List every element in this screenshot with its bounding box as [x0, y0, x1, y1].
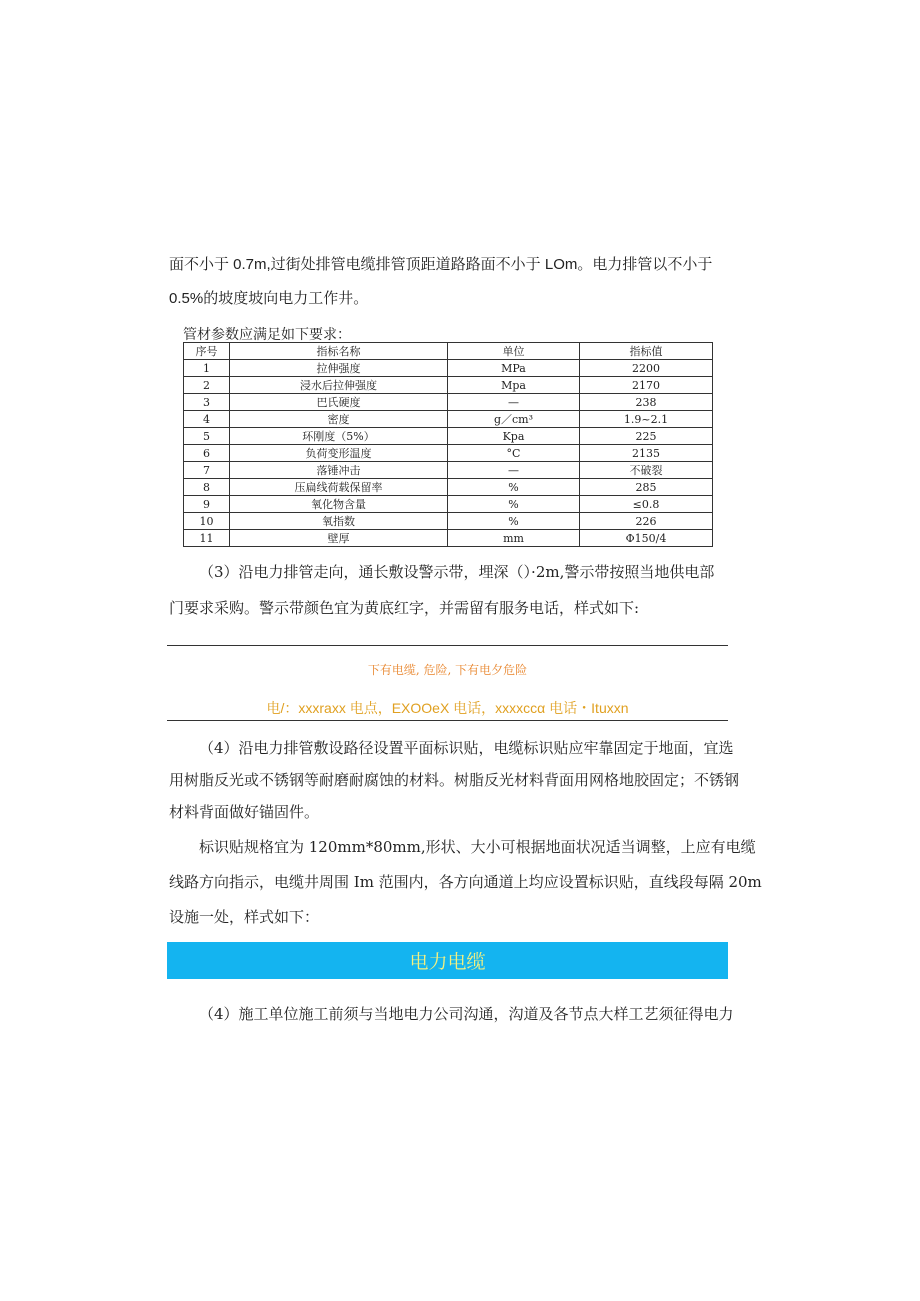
divider — [167, 645, 728, 646]
table-cell: % — [448, 496, 580, 513]
table-caption: 管材参数应满足如下要求： — [183, 327, 351, 343]
table-cell: 5 — [184, 428, 230, 445]
warning-tape-line-1: 下有电缆, 危险, 下有电夕危险 — [367, 663, 528, 677]
table-cell: 落锤冲击 — [230, 462, 448, 479]
table-cell: °C — [448, 445, 580, 462]
table-cell: 2200 — [580, 360, 713, 377]
table-row — [184, 411, 713, 428]
table-cell: — — [448, 394, 580, 411]
text-line: 门要求采购。警示带颜色宜为黄底红字，并需留有服务电话，样式如下: — [169, 599, 640, 617]
table-cell: 负荷变形温度 — [230, 445, 448, 462]
spec-table — [183, 342, 713, 547]
cable-marker-banner — [167, 942, 728, 979]
table-cell: 238 — [580, 394, 713, 411]
text-line: 用树脂反光或不锈钢等耐磨耐腐蚀的材料。树脂反光材料背面用网格地胶固定；不锈钢 — [169, 771, 740, 789]
table-row — [184, 428, 713, 445]
column-header: 单位 — [448, 343, 580, 360]
table-cell: 285 — [580, 479, 713, 496]
table-row — [184, 530, 713, 547]
text-line: （4）施工单位施工前须与当地电力公司沟通，沟道及各节点大样工艺须征得电力 — [199, 1005, 734, 1023]
table-cell: 环刚度（5%） — [230, 428, 448, 445]
table-cell: 1.9~2.1 — [580, 411, 713, 428]
text-line: （3）沿电力排管走向，通长敷设警示带，埋深（）·2m,警示带按照当地供电部 — [199, 563, 715, 581]
table-cell: % — [448, 513, 580, 530]
table-cell: 9 — [184, 496, 230, 513]
column-header: 指标名称 — [230, 343, 448, 360]
table-cell: 氧化物含量 — [230, 496, 448, 513]
table-cell: mm — [448, 530, 580, 547]
table-row — [184, 462, 713, 479]
table-row — [184, 445, 713, 462]
table-cell: ≤0.8 — [580, 496, 713, 513]
table-row — [184, 377, 713, 394]
table-row — [184, 394, 713, 411]
table-cell: 1 — [184, 360, 230, 377]
table-row — [184, 360, 713, 377]
text-line: 材料背面做好锚固件。 — [169, 803, 320, 821]
table-cell: 7 — [184, 462, 230, 479]
table-cell: 密度 — [230, 411, 448, 428]
table-cell: g／cm³ — [448, 411, 580, 428]
table-cell: 6 — [184, 445, 230, 462]
table-cell: 3 — [184, 394, 230, 411]
table-cell: % — [448, 479, 580, 496]
text-line: 线路方向指示，电缆井周围 Im 范围内，各方向通道上均应设置标识贴，直线段每隔 20m — [169, 873, 762, 891]
table-cell: 11 — [184, 530, 230, 547]
table-cell: 压扁线荷载保留率 — [230, 479, 448, 496]
table-cell: 巴氏硬度 — [230, 394, 448, 411]
table-cell: 8 — [184, 479, 230, 496]
text-line: （4）沿电力排管敷设路径设置平面标识贴，电缆标识贴应牢靠固定于地面，宜选 — [199, 739, 734, 757]
text-line: 设施一处，样式如下： — [169, 908, 320, 926]
table-row — [184, 496, 713, 513]
table-cell: Mpa — [448, 377, 580, 394]
banner-label: 电力电缆 — [409, 952, 486, 973]
table-cell: 拉伸强度 — [230, 360, 448, 377]
table-cell: Φ150/4 — [580, 530, 713, 547]
table-cell: 225 — [580, 428, 713, 445]
table-cell: 2170 — [580, 377, 713, 394]
column-header: 指标值 — [580, 343, 713, 360]
table-cell: 226 — [580, 513, 713, 530]
table-cell: MPa — [448, 360, 580, 377]
text-line: 0.5%的坡度坡向电力工作井。 — [169, 290, 369, 307]
table-cell: 2 — [184, 377, 230, 394]
table-cell: 浸水后拉伸强度 — [230, 377, 448, 394]
text-line: 面不小于 0.7m,过街处排管电缆排管顶距道路路面不小于 LOm。电力排管以不小于 — [169, 256, 713, 273]
table-header-row — [184, 343, 713, 360]
divider — [167, 720, 728, 721]
text-line: 标识贴规格宜为 120mm*80mm,形状、大小可根据地面状况适当调整，上应有电缆 — [199, 838, 756, 856]
table-cell: 2135 — [580, 445, 713, 462]
table-cell: 壁厚 — [230, 530, 448, 547]
table-cell: 不破裂 — [580, 462, 713, 479]
table-cell: 4 — [184, 411, 230, 428]
table-cell: Kpa — [448, 428, 580, 445]
warning-tape-line-2: 电/：xxxraxx 电点，EXOOeX 电话，xxxxccα 电话・Ituxxn — [266, 700, 629, 716]
table-row — [184, 479, 713, 496]
table-cell: 氧指数 — [230, 513, 448, 530]
table-cell: — — [448, 462, 580, 479]
table-cell: 10 — [184, 513, 230, 530]
table-row — [184, 513, 713, 530]
column-header: 序号 — [184, 343, 230, 360]
